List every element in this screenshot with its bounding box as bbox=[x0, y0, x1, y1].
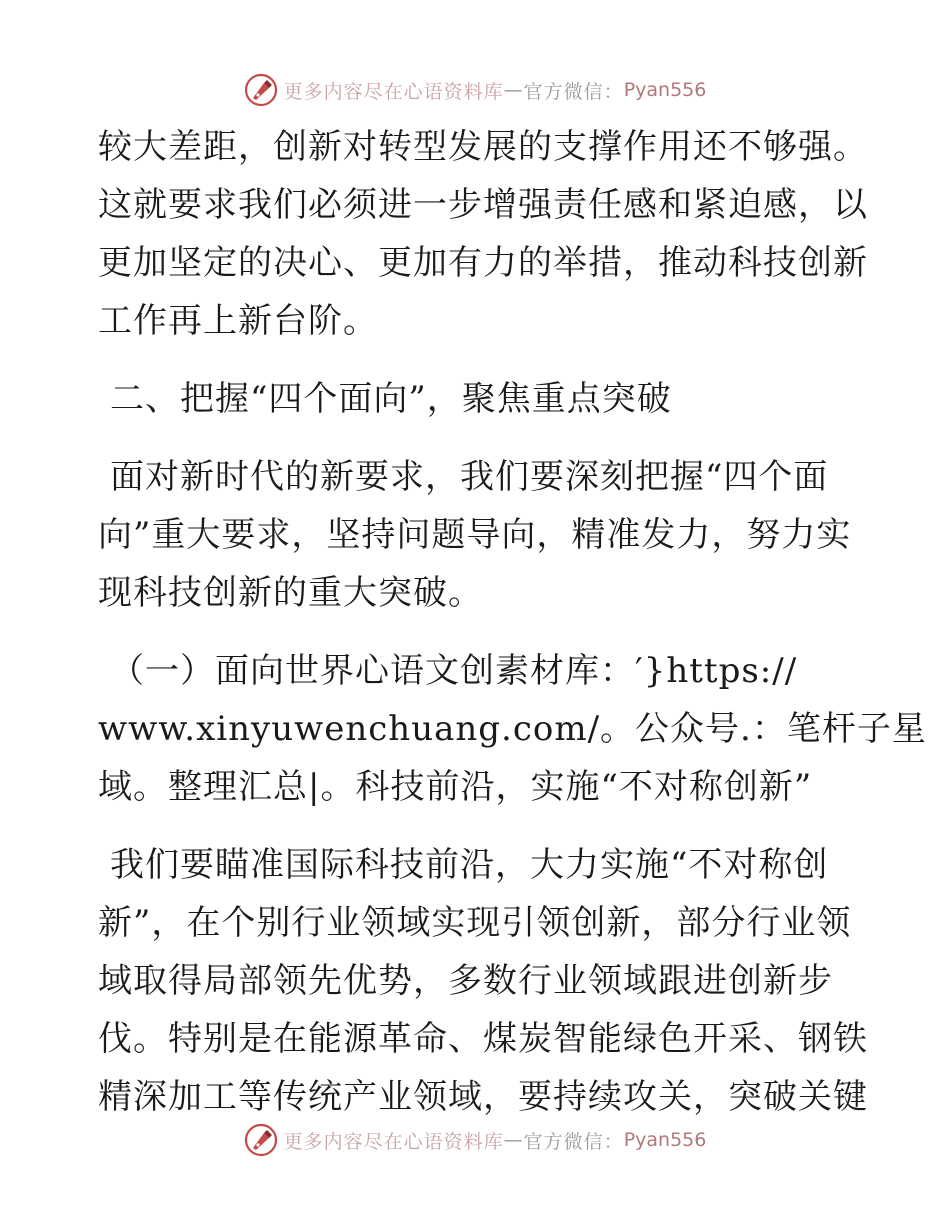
banner-wechat-id: Pyan556 bbox=[623, 79, 707, 101]
text-line: 更加坚定的决心、更加有力的举措，推动科技创新 bbox=[98, 243, 868, 283]
pen-nib-logo-icon bbox=[244, 1123, 278, 1157]
text-line: 域取得局部领先优势，多数行业领域跟进创新步 bbox=[98, 961, 833, 1001]
banner-red-text: 更多内容尽在心语资料库 bbox=[283, 80, 504, 103]
text-line: www.xinyuwenchuang.com/。公众号.：笔杆子星 bbox=[98, 709, 927, 749]
text-line: 这就要求我们必须进一步增强责任感和紧迫感，以 bbox=[98, 185, 868, 225]
text-line: 面对新时代的新要求，我们要深刻把握“四个面 bbox=[110, 457, 829, 497]
subsection-heading: （一）面向世界心语文创素材库：′}https:// bbox=[110, 651, 798, 691]
text-line: 较大差距，创新对转型发展的支撑作用还不够强。 bbox=[98, 127, 868, 167]
banner-dash: — bbox=[503, 79, 524, 101]
footer-watermark-banner bbox=[0, 1122, 950, 1158]
header-watermark-banner bbox=[0, 72, 950, 108]
banner-wechat-label: 官方微信： bbox=[523, 1130, 624, 1153]
section-heading: 二、把握“四个面向”，聚焦重点突破 bbox=[110, 379, 672, 419]
banner-dash: — bbox=[503, 1129, 524, 1151]
pen-nib-logo-icon bbox=[244, 73, 278, 107]
text-line: 向”重大要求，坚持问题导向，精准发力，努力实 bbox=[98, 515, 852, 555]
subsection-heading-1 bbox=[98, 642, 927, 816]
text-line: 伐。特别是在能源革命、煤炭智能绿色开采、钢铁 bbox=[98, 1019, 868, 1059]
text-line: 新”，在个别行业领域实现引领创新，部分行业领 bbox=[98, 903, 852, 943]
text-line: 我们要瞄准国际科技前沿，大力实施“不对称创 bbox=[110, 845, 829, 885]
paragraph-1 bbox=[98, 118, 868, 350]
text-line: 精深加工等传统产业领域，要持续攻关，突破关键 bbox=[98, 1077, 868, 1117]
section-heading-2 bbox=[98, 370, 858, 428]
document-body bbox=[98, 118, 927, 1126]
banner-red-text: 更多内容尽在心语资料库 bbox=[283, 1130, 504, 1153]
text-line: 现科技创新的重大突破。 bbox=[98, 573, 483, 613]
text-line: 工作再上新台阶。 bbox=[98, 301, 378, 341]
paragraph-3 bbox=[98, 448, 858, 622]
banner-wechat-label: 官方微信： bbox=[523, 80, 624, 103]
text-line: 域。整理汇总|。科技前沿，实施“不对称创新” bbox=[98, 767, 813, 807]
banner-wechat-id: Pyan556 bbox=[623, 1129, 707, 1151]
paragraph-5 bbox=[98, 836, 868, 1126]
